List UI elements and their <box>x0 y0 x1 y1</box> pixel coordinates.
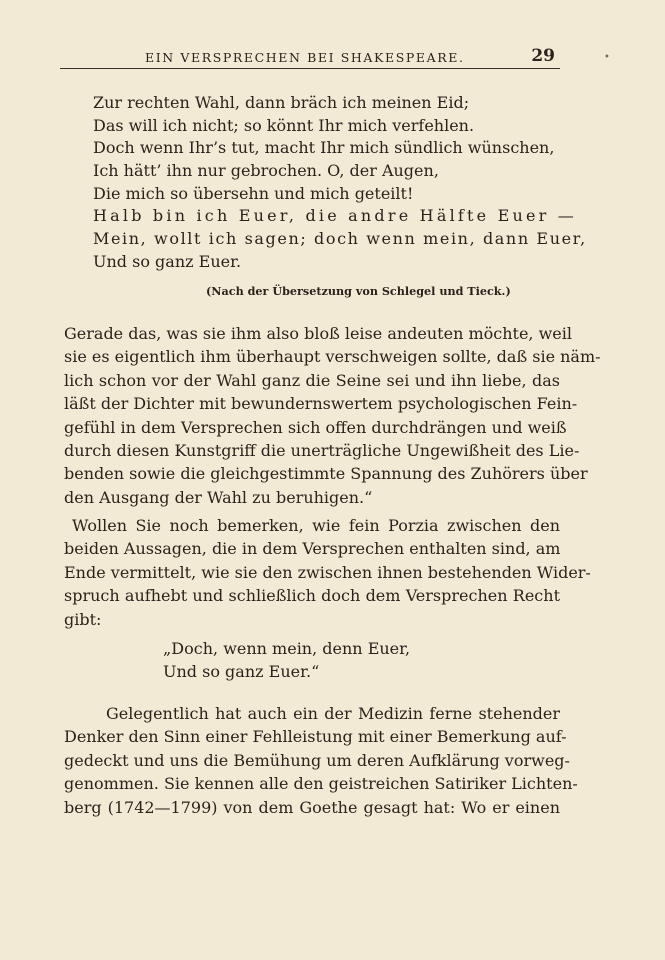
verse-line: Halb bin ich Euer, die andre Hälfte Euer — <box>93 206 577 226</box>
verse-line: Die mich so übersehn und mich geteilt! <box>93 183 414 203</box>
text-line: gefühl in dem Versprechen sich offen durchdrängen und weiß <box>64 417 567 437</box>
margin-mark: • <box>604 52 610 63</box>
running-head <box>60 46 560 69</box>
text-line: läßt der Dichter mit bewundernswertem psychologischen Fein- <box>64 394 578 414</box>
verse-line: Doch wenn Ihr’s tut, macht Ihr mich sündlich wünschen, <box>93 138 555 158</box>
text-line: Ende vermittelt, wie sie den zwischen ihnen bestehenden Wider- <box>64 562 591 582</box>
text-line: spruch aufhebt und schließlich doch dem Versprechen Recht <box>64 586 560 606</box>
text-line: Wollen Sie noch bemerken, wie fein Porzia zwischen den <box>72 516 560 535</box>
verse-line: Das will ich nicht; so könnt Ihr mich verfehlen. <box>93 115 475 135</box>
text-line: Denker den Sinn einer Fehlleistung mit einer Bemerkung auf- <box>64 727 567 747</box>
text-line: lich schon vor der Wahl ganz die Seine sei und ihn liebe, das <box>64 370 560 390</box>
verse-line: Mein, wollt ich sagen; doch wenn mein, dann Euer, <box>93 229 587 249</box>
translation-credit: (Nach der Übersetzung von Schlegel und Tieck.) <box>206 284 511 298</box>
text-line: beiden Aussagen, die in dem Versprechen enthalten sind, am <box>64 539 561 559</box>
text-line: den Ausgang der Wahl zu beruhigen.“ <box>64 487 373 507</box>
verse-block <box>93 92 587 274</box>
text-line: berg (1742—1799) von dem Goethe gesagt hat: Wo er einen <box>64 797 560 817</box>
paragraph-1 <box>64 322 601 509</box>
quote-block <box>163 637 410 684</box>
verse-line: Ich hätt’ ihn nur gebrochen. O, der Augen, <box>93 161 439 181</box>
paragraph-3 <box>64 702 578 819</box>
text-line: Gelegentlich hat auch ein der Medizin ferne stehender <box>106 704 560 723</box>
verse-line: Und so ganz Euer. <box>93 251 242 271</box>
quote-line: „Doch, wenn mein, denn Euer, <box>163 639 411 658</box>
paragraph-2 <box>64 514 591 631</box>
quote-line: Und so ganz Euer.“ <box>163 662 320 682</box>
page-number: 29 <box>531 46 555 66</box>
verse-line: Zur rechten Wahl, dann bräch ich meinen Eid; <box>93 93 470 112</box>
text-line: sie es eigentlich ihm überhaupt verschweigen sollte, daß sie näm- <box>64 347 601 367</box>
running-head-title: EIN VERSPRECHEN BEI SHAKESPEARE. <box>145 50 465 65</box>
text-line: gibt: <box>64 609 102 629</box>
text-line: benden sowie die gleichgestimmte Spannung des Zuhörers über <box>64 464 588 484</box>
text-line: genommen. Sie kennen alle den geistreichen Satiriker Lichten- <box>64 774 578 794</box>
text-line: gedeckt und uns die Bemühung um deren Aufklärung vorweg- <box>64 750 570 770</box>
text-line: durch diesen Kunstgriff die unerträgliche Ungewißheit des Lie- <box>64 440 580 460</box>
text-line: Gerade das, was sie ihm also bloß leise andeuten möchte, weil <box>64 324 572 343</box>
